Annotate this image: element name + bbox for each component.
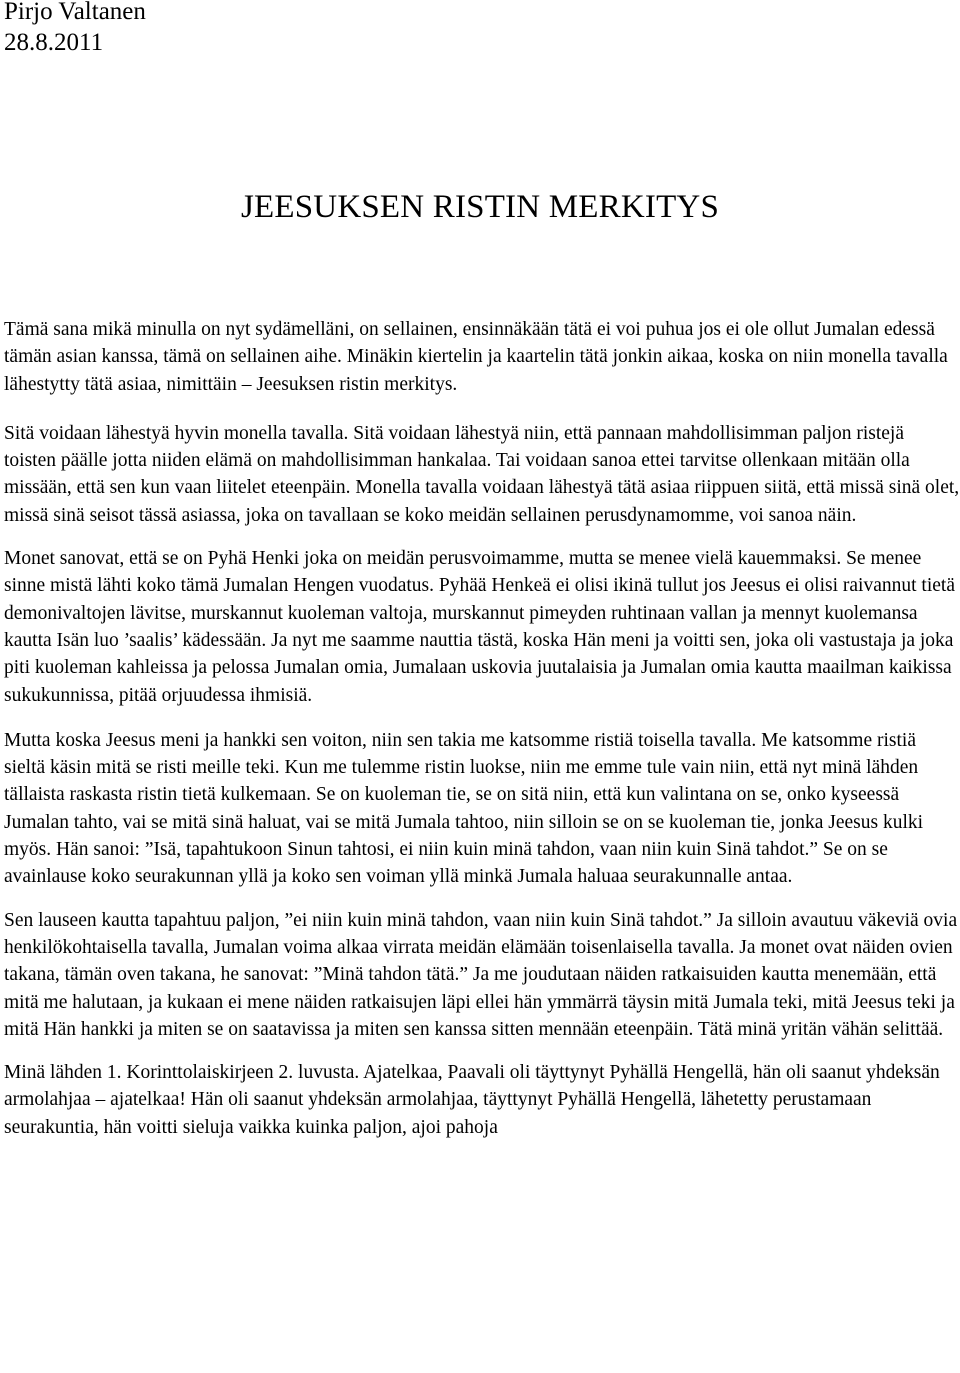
document-date: 28.8.2011 [4, 29, 104, 56]
paragraph: Mutta koska Jeesus meni ja hankki sen voiton, niin sen takia me katsomme ristiä toisella tavalla. Me katsomme ristiä sieltä käsin mitä se risti meille teki. Kun me tulemme ristin luokse, niin me emme tule vain niin, että nyt minä lähden tällaista raskasta ristin tietä kulkemaan. Se on kuoleman tie, se on sitä niin, että kun valintana on se, onko kyseessä Jumalan tahto, vai se mitä sinä haluat, vai se mitä Jumala tahtoo, niin silloin se on se kuoleman tie, jonka Jeesus kulki myös. Hän sanoi: ”Isä, tapahtukoon Sinun tahtosi, ei niin kuin minä tahdon, vaan niin kuin Sinä tahdot.” Se on se avainlause koko seurakunnan yllä ja koko sen voiman yllä minkä Jumala haluaa seurakunnalle antaa. [4, 729, 924, 888]
paragraph: Monet sanovat, että se on Pyhä Henki joka on meidän perusvoimamme, mutta se menee vielä kauemmaksi. Se menee sinne mistä lähti koko tämä Jumalan Hengen vuodatus. Pyhää Henkeä ei olisi ikinä tullut jos Jeesus ei olisi raivannut tietä demonivaltojen lävitse, murskannut kuoleman valtoja, murskannut pimeyden ruhtinaan vallan ja mennyt kuolemansa kautta Isän luo ’saalis’ kädessään. Ja nyt me saamme nauttia tästä, koska Hän meni ja voitti sen, joka oli vastustaja ja joka piti kuoleman kahleissa ja pelossa Jumalan omia, Jumalaan uskovia juutalaisia ja Jumalan omia kautta maailman kaikissa sukukunnissa, pitää orjuudessa ihmisiä. [4, 548, 955, 706]
document-title: JEESUKSEN RISTIN MERKITYS [240, 189, 720, 225]
paragraph: Minä lähden 1. Korinttolaiskirjeen 2. luvusta. Ajatelkaa, Paavali oli täyttynyt Pyhällä Hengellä, hän oli saanut yhdeksän armolahjaa – ajatelkaa! Hän oli saanut yhdeksän armolahjaa, täyttynyt Pyhällä Hengellä, lähetetty perustamaan seurakuntia, hän voitti sieluja vaikka kuinka paljon, ajoi pahoja [4, 1062, 940, 1138]
paragraph: Tämä sana mikä minulla on nyt sydämelläni, on sellainen, ensinnäkään tätä ei voi puhua jos ei ole ollut Jumalan edessä tämän asian kanssa, tämä on sellainen aihe. Minäkin kiertelin ja kaartelin tätä jonkin aikaa, koska on niin monella tavalla lähestytty tätä asiaa, nimittäin – Jeesuksen ristin merkitys. [4, 319, 948, 395]
paragraph: Sitä voidaan lähestyä hyvin monella tavalla. Sitä voidaan lähestyä niin, että pannaan mahdollisimman paljon ristejä toisten päälle jotta niiden elämä on mahdollisimman hankalaa. Tai voidaan sanoa ettei tarvitse ollenkaan mitään olla missään, että sen kun vaan liitelet eteenpäin. Monella tavalla voidaan lähestyä tätä asiaa riippuen siitä, että missä sinä olet, missä sinä seisot tässä asiassa, joka on tavallaan se koko meidän sellainen perusdynamomme, voi sanoa näin. [4, 422, 960, 526]
document-body [4, 316, 960, 1141]
paragraph: Sen lauseen kautta tapahtuu paljon, ”ei niin kuin minä tahdon, vaan niin kuin Sinä tahdot.” Ja silloin avautuu väkeviä ovia henkilökohtaisella tavalla, Jumalan voima alkaa virrata meidän elämään toisenlaisella tavalla. Ja monet ovat näiden ovien takana, tämän oven takana, he sanovat: ”Minä tahdon tätä.” Ja me joudutaan näiden ratkaisuiden kautta menemään, että mitä me halutaan, ja kukaan ei mene näiden ratkaisujen läpi ellei hän ymmärrä täysin mitä Jumala teki, mitä Jeesus teki ja mitä Hän hankki ja miten se on saatavissa ja miten sen kanssa sitten mennään eteenpäin. Tätä minä yritän vähän selittää. [4, 909, 958, 1040]
author-name: Pirjo Valtanen [4, 0, 146, 25]
